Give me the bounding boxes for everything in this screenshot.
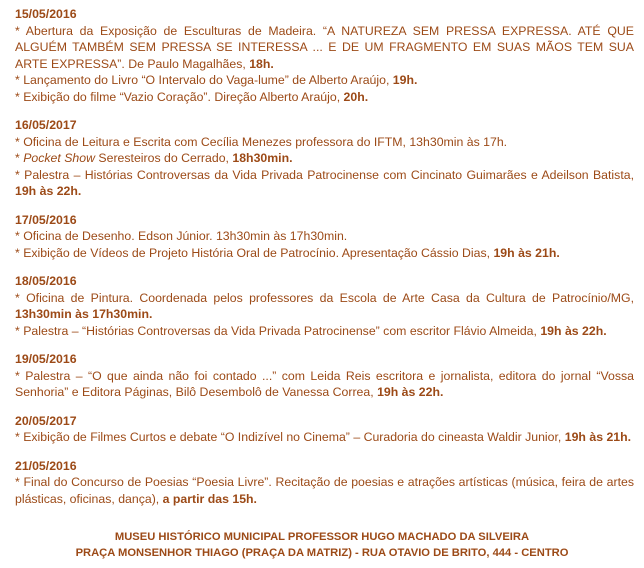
- event-item: [15, 134, 634, 151]
- event-text: * Exibição do filme “Vazio Coração”. Direção Alberto Araújo,: [15, 89, 344, 104]
- day-17-05: [15, 212, 634, 262]
- event-time: 19h às 21h.: [564, 430, 632, 444]
- day-18-05: [15, 273, 634, 339]
- event-item: [15, 323, 634, 340]
- event-item: [15, 89, 634, 106]
- day-date: 20/05/2017: [15, 413, 77, 428]
- event-time: 18h.: [249, 56, 274, 71]
- day-date: 18/05/2016: [15, 274, 77, 288]
- event-text: * Final do Concurso de Poesias “Poesia Livre”. Recitação de poesias e atrações artísticas (música, feira de artes plásticas, oficinas, dança),: [15, 475, 634, 506]
- venue-footer: [0, 529, 644, 561]
- event-item: [15, 368, 634, 401]
- event-text: * Palestra – “Histórias Controversas da Vida Privada Patrocinense” com escritor Flávio Almeida,: [15, 323, 541, 338]
- event-italic-title: Pocket Show: [23, 151, 95, 165]
- event-item: [15, 474, 634, 507]
- event-item: [15, 23, 634, 73]
- day-19-05: [15, 351, 634, 401]
- event-text: * Oficina de Leitura e Escrita com Cecília Menezes professora do IFTM, 13h30min às 17h.: [15, 134, 508, 149]
- event-text: * Exibição de Filmes Curtos e debate “O Indizível no Cinema” – Curadoria do cineasta Waldir Junior,: [15, 430, 565, 444]
- event-time: 19h às 21h.: [493, 245, 560, 260]
- event-time: 19h às 22h.: [15, 184, 82, 198]
- venue-address: PRAÇA MONSENHOR THIAGO (PRAÇA DA MATRIZ) - RUA OTAVIO DE BRITO, 444 - CENTRO: [75, 547, 569, 559]
- event-prefix: *: [15, 151, 24, 165]
- event-item: [15, 290, 634, 323]
- day-15-05: [15, 6, 634, 105]
- event-text: * Exibição de Vídeos de Projeto História Oral de Patrocínio. Apresentação Cássio Dias,: [15, 245, 494, 260]
- day-date: 19/05/2016: [15, 352, 77, 366]
- day-date: 15/05/2016: [15, 7, 77, 21]
- event-time: 18h30min.: [232, 151, 293, 165]
- event-item: [15, 245, 634, 262]
- event-item: [15, 429, 634, 446]
- day-20-05: [15, 413, 634, 446]
- day-16-05: [15, 117, 634, 200]
- event-time: 19h às 22h.: [540, 323, 607, 338]
- event-time: 13h30min às 17h30min.: [15, 307, 153, 321]
- day-date: 16/05/2017: [15, 118, 77, 132]
- event-item: [15, 167, 634, 200]
- event-text: Seresteiros do Cerrado,: [94, 151, 233, 165]
- event-text: * Palestra – Histórias Controversas da Vida Privada Patrocinense com Cincinato Guimarães e Adeilson Batista,: [15, 167, 634, 182]
- venue-name: MUSEU HISTÓRICO MUNICIPAL PROFESSOR HUGO MACHADO DA SILVEIRA: [114, 531, 530, 543]
- event-time: 19h às 22h.: [377, 385, 444, 399]
- event-time: a partir das 15h.: [162, 491, 257, 506]
- event-text: * Palestra – “O que ainda não foi contado ...” com Leida Reis escritora e jornalista, editora do jornal “Vossa Senhoria” e Editora Páginas, Bilô Desembolô de Vanessa Correa,: [15, 368, 634, 399]
- event-text: * Lançamento do Livro “O Intervalo do Vaga-lume” de Alberto Araújo,: [15, 73, 393, 87]
- event-text: * Oficina de Desenho. Edson Júnior. 13h30min às 17h30min.: [15, 229, 348, 243]
- day-date: 17/05/2016: [15, 212, 77, 227]
- event-text: * Abertura da Exposição de Esculturas de Madeira. “A NATUREZA SEM PRESSA EXPRESSA. ATÉ QUE ALGUÉM TAMBÉM SEM PRESSA SE INTERESSA ... E DE UM FRAGMENTO EM SUAS MÃOS TEM SUA ARTE EXPRESSA”. De Paulo Magalhães,: [15, 23, 634, 71]
- day-21-05: [15, 458, 634, 508]
- event-item: [15, 72, 634, 89]
- event-item: [15, 150, 634, 167]
- event-item: [15, 228, 634, 245]
- day-date: 21/05/2016: [15, 458, 77, 473]
- event-time: 19h.: [392, 73, 418, 87]
- event-time: 20h.: [343, 89, 369, 104]
- event-text: * Oficina de Pintura. Coordenada pelos professores da Escola de Arte Casa da Cultura de Patrocínio/MG,: [15, 290, 634, 305]
